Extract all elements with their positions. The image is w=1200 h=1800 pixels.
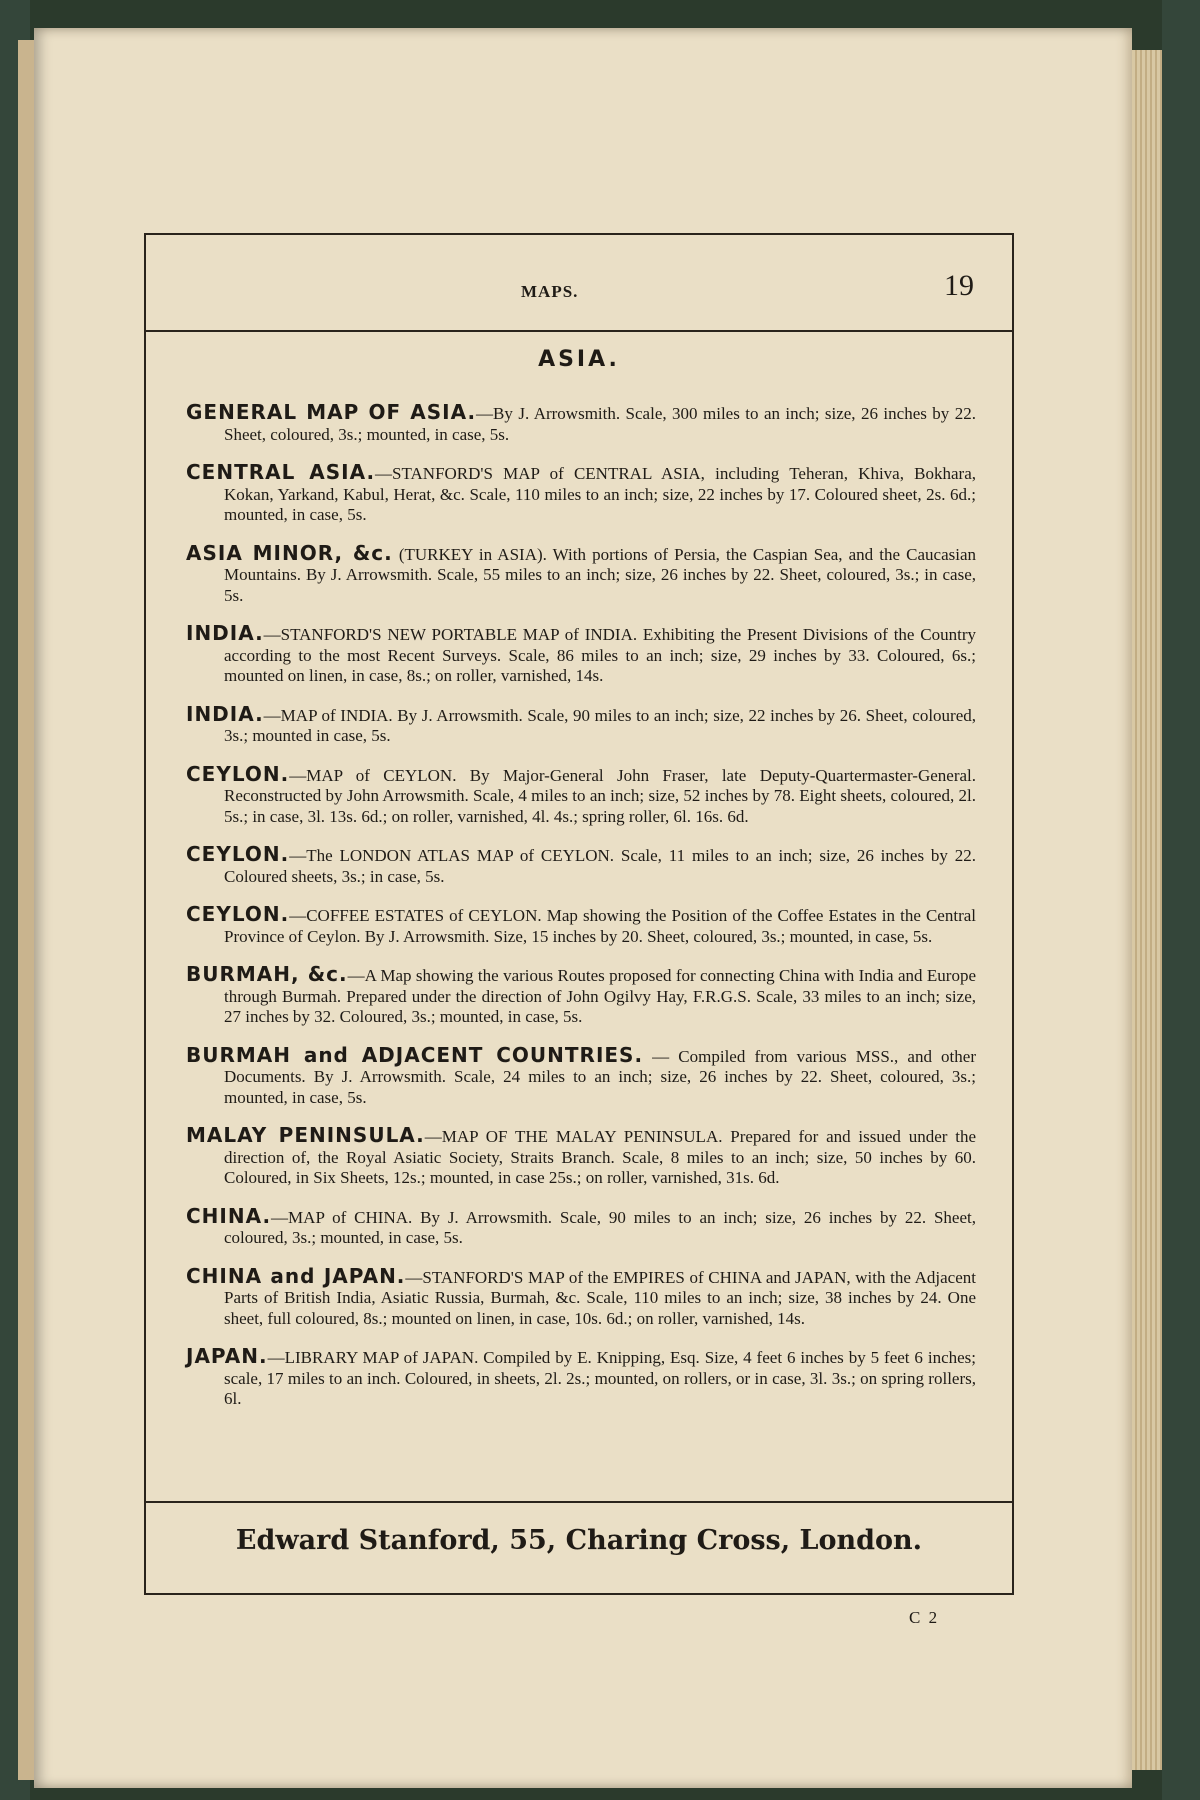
entry-heading: CEYLON. — [186, 842, 290, 866]
entry-central-asia — [186, 462, 976, 526]
entry-text: —MAP of INDIA. By J. Arrowsmith. Scale, 90 miles to an inch; size, 22 inches by 26. Sheet, coloured, 3s.; mounted in case, 5s. — [224, 705, 976, 745]
entry-text: —STANFORD'S NEW PORTABLE MAP of INDIA. Exhibiting the Present Divisions of the Country according to the most Recent Surveys. Scale, 86 miles to an inch; size, 29 inches by 33. Coloured, 6s.; mounted on linen, in case, 8s.; on roller, varnished, 14s. — [224, 625, 976, 685]
entry-heading: BURMAH and ADJACENT COUNTRIES. — [186, 1042, 644, 1067]
entry-text: (TURKEY in ASIA). With portions of Persia, the Caspian Sea, and the Caucasian Mountains. By J. Arrowsmith. Scale, 55 miles to an inch; size, 26 inches by 22. Sheet, coloured, 3s.; in case, 5s. — [224, 544, 976, 605]
entry-ceylon-fraser — [186, 761, 976, 828]
entry-heading: CENTRAL ASIA. — [186, 460, 376, 484]
entry-text: —LIBRARY MAP of JAPAN. Compiled by E. Knipping, Esq. Size, 4 feet 6 inches by 5 feet 6 inches; scale, 17 miles to an inch. Coloured, in sheets, 2l. 2s.; mounted, on rollers, or in case, 3l. 3s.; on spring rollers, 6l. — [224, 1348, 976, 1408]
entry-text: —MAP OF THE MALAY PENINSULA. Prepared for and issued under the direction of, the Royal Asiatic Society, Straits Branch. Scale, 8 miles to an inch; size, 50 inches by 60. Coloured, in Six Sheets, 12s.; mounted, in case 25s.; on roller, varnished, 31s. 6d. — [224, 1127, 976, 1187]
entry-text: —By J. Arrowsmith. Scale, 300 miles to an inch; size, 26 inches by 22. Sheet, coloured, 3s.; mounted, in case, 5s. — [224, 404, 976, 444]
entry-burmah-adjacent — [186, 1042, 976, 1109]
entry-heading: GENERAL MAP OF ASIA. — [186, 400, 477, 424]
entry-heading: INDIA. — [186, 621, 264, 645]
entry-general-map-of-asia — [186, 402, 976, 445]
entry-heading: CHINA. — [186, 1203, 272, 1228]
entry-text: —COFFEE ESTATES of CEYLON. Map showing the Position of the Coffee Estates in the Central Province of Ceylon. By J. Arrowsmith. Size, 15 inches by 20. Sheet, coloured, 3s.; mounted, in case, 5s. — [224, 906, 976, 946]
entry-china-and-japan — [186, 1263, 976, 1330]
entry-japan — [186, 1346, 976, 1410]
publisher-footer: Edward Stanford, 55, Charing Cross, London. — [235, 1525, 923, 1556]
entry-india-portable — [186, 623, 976, 687]
entry-heading: CEYLON. — [186, 761, 290, 786]
entry-heading: CHINA and JAPAN. — [186, 1263, 406, 1288]
entry-heading: CEYLON. — [186, 902, 290, 926]
entry-text: —MAP of CHINA. By J. Arrowsmith. Scale, 90 miles to an inch; size, 26 inches by 22. Sheet, coloured, 3s.; mounted, in case, 5s. — [224, 1207, 976, 1247]
entry-heading: ASIA MINOR, &c. — [186, 540, 393, 565]
running-title: MAPS. — [521, 282, 579, 301]
entry-text: —STANFORD'S MAP of CENTRAL ASIA, including Teheran, Khiva, Bokhara, Kokan, Yarkand, Kabul, Herat, &c. Scale, 110 miles to an inch; size, 22 inches by 17. Coloured sheet, 2s. 6d.; mounted, in case, 5s. — [224, 464, 977, 524]
entry-text: —The LONDON ATLAS MAP of CEYLON. Scale, 11 miles to an inch; size, 26 inches by 22. Coloured sheets, 3s.; in case, 5s. — [224, 846, 976, 886]
entry-text: —STANFORD'S MAP of the EMPIRES of CHINA and JAPAN, with the Adjacent Parts of British India, Asiatic Russia, Burmah, &c. Scale, 110 miles to an inch; size, 38 inches by 24. One sheet, full coloured, 8s.; mounted on linen, in case, 10s. 6d.; on roller, varnished, 14s. — [224, 1267, 976, 1328]
running-header — [146, 235, 1012, 332]
page-number: 19 — [944, 269, 974, 302]
footer-rule — [146, 1501, 1012, 1503]
map-entries — [186, 385, 976, 1423]
entry-heading: BURMAH, &c. — [186, 962, 348, 986]
entry-ceylon-coffee — [186, 904, 976, 947]
entry-ceylon-london-atlas — [186, 844, 976, 887]
entry-text: —MAP of CEYLON. By Major-General John Fraser, late Deputy-Quartermaster-General. Reconstructed by John Arrowsmith. Scale, 4 miles to an inch; size, 52 inches by 78. Eight sheets, coloured, 2l. 5s.; in case, 3l. 13s. 6d.; on roller, varnished, 4l. 4s.; spring roller, 6l. 16s. 6d. — [224, 765, 976, 826]
entry-heading: MALAY PENINSULA. — [186, 1123, 425, 1147]
book-page — [34, 28, 1132, 1788]
book-cover-right — [1162, 0, 1200, 1800]
signature-mark: C 2 — [909, 1608, 940, 1627]
section-title: ASIA. — [538, 347, 620, 372]
entry-china — [186, 1203, 976, 1249]
entry-malay-peninsula — [186, 1125, 976, 1189]
entry-asia-minor — [186, 540, 976, 607]
entry-text: —A Map showing the various Routes proposed for connecting China with India and Europe through Burmah. Prepared under the direction of John Ogilvy Hay, F.R.G.S. Scale, 33 miles to an inch; size, 27 inches by 32. Coloured, 3s.; mounted, in case, 5s. — [224, 966, 976, 1026]
entry-heading: JAPAN. — [186, 1344, 268, 1368]
page-stack-edge — [1132, 50, 1162, 1770]
entry-india-arrowsmith — [186, 701, 976, 747]
page-frame — [144, 233, 1014, 1595]
entry-text: — Compiled from various MSS., and other Documents. By J. Arrowsmith. Scale, 24 miles to an inch; size, 26 inches by 22. Sheet, coloured, 3s.; mounted, in case, 5s. — [224, 1046, 976, 1107]
entry-burmah-routes — [186, 964, 976, 1028]
entry-heading: INDIA. — [186, 701, 264, 726]
facing-page-edge — [18, 40, 34, 1780]
